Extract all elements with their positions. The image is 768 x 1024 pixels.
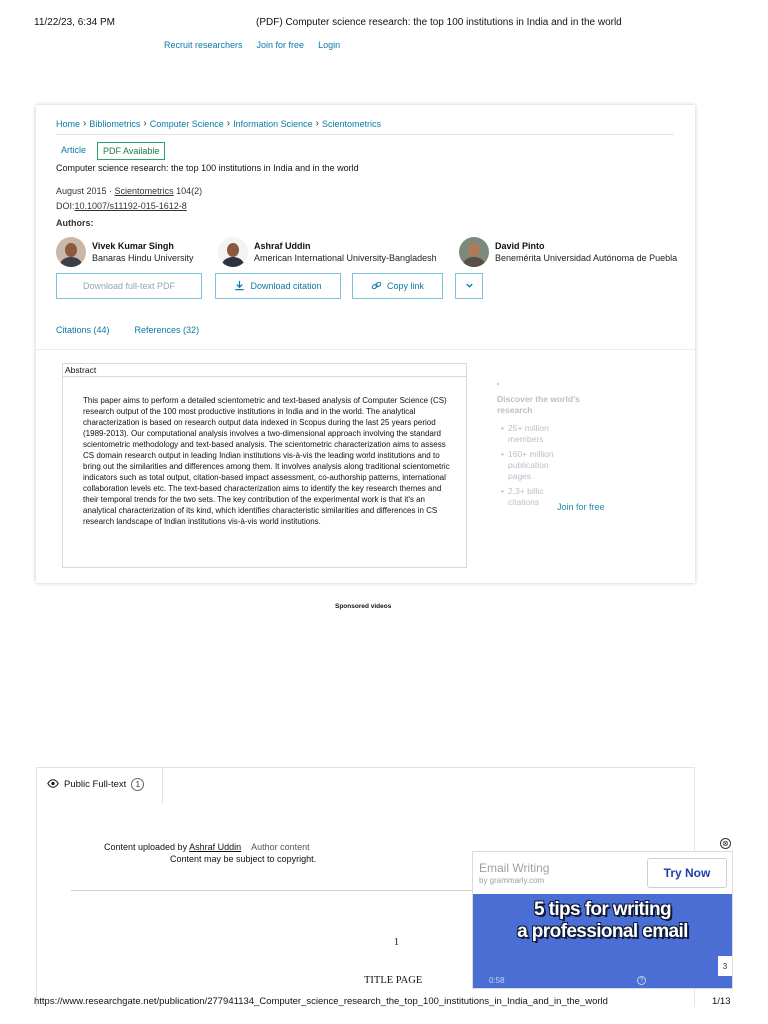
chevron-down-icon bbox=[464, 280, 475, 293]
tab-public-full-text[interactable] bbox=[47, 778, 144, 791]
publication-date: August 2015 · bbox=[56, 186, 115, 196]
ad-video[interactable] bbox=[473, 894, 732, 988]
breadcrumb-home[interactable]: Home bbox=[56, 118, 81, 129]
author-affiliation: Banaras Hindu University bbox=[92, 253, 194, 263]
divider bbox=[36, 349, 695, 350]
author-item[interactable] bbox=[56, 237, 194, 267]
ad-counter: 3 bbox=[718, 956, 732, 976]
recruit-researchers-link[interactable]: Recruit researchers bbox=[164, 40, 243, 50]
author-name[interactable]: David Pinto bbox=[495, 241, 545, 251]
join-for-free-sidebar-link[interactable]: Join for free bbox=[557, 502, 605, 512]
copyright-notice: Content may be subject to copyright. bbox=[170, 854, 317, 864]
ad-headline: 5 tips for writing bbox=[534, 899, 671, 920]
try-now-button[interactable]: Try Now bbox=[647, 858, 727, 888]
fulltext-count-badge: 1 bbox=[131, 778, 144, 791]
divider bbox=[497, 383, 499, 385]
chevron-right-icon: › bbox=[226, 118, 231, 129]
chevron-right-icon: › bbox=[143, 118, 147, 129]
download-full-text-button[interactable] bbox=[56, 273, 202, 299]
doi-link[interactable]: 10.1007/s11192-015-1612-8 bbox=[74, 201, 187, 211]
ad-source: by grammarly.com bbox=[479, 876, 545, 885]
author-item[interactable] bbox=[218, 237, 437, 267]
publication-card bbox=[36, 105, 695, 583]
authors-label: Authors: bbox=[56, 218, 94, 228]
pdf-title-page: TITLE PAGE bbox=[364, 975, 423, 986]
divider bbox=[56, 134, 674, 135]
ad-title: Email Writing bbox=[479, 861, 550, 875]
list-item: • 25+ million members bbox=[501, 423, 561, 444]
breadcrumb-computer-science[interactable]: Computer Science bbox=[149, 118, 224, 129]
sponsored-videos-label: Sponsored videos bbox=[335, 603, 392, 610]
breadcrumb bbox=[56, 118, 381, 129]
discover-title: Discover the world's research bbox=[497, 394, 580, 415]
doi-label: DOI: bbox=[56, 201, 75, 211]
author-content-label: Author content bbox=[251, 842, 310, 852]
abstract-text: This paper aims to perform a detailed scientometric and text-based analysis of Computer Science (CS) research output of the 100 most productive institutions in India and in the world. The analytical characterization is based on research output data indexed in Scopus during the last 25 years period (1989-2013). Our computational analysis involves a two-dimensional approach involving the standard scientometric methodology and text-based analysis. The scientometric characterization aims to assess CS domain research output in leading Indian institutions vis-à-vis the leading world institutions and to bring out the similarities and differences among them. It involves analysis along traditional scientometric indicators such as total output, citation-based impact assessment, co-authorship patterns, international collaboration levels etc. The text-based characterization aims to identify the key research themes and their temporal trends for the two sets. The key contribution of the experimental work is that it's an analytical characterization of its kind, which identifies characteristic similarities and differences in CS research landscape of Indian institutions vis-à-vis world institutions. bbox=[83, 396, 450, 527]
ad-video-time: 0:58 bbox=[489, 976, 505, 985]
divider bbox=[162, 768, 163, 804]
print-page-number: 1/13 bbox=[712, 996, 731, 1007]
help-icon[interactable]: ? bbox=[637, 976, 646, 985]
print-url: https://www.researchgate.net/publication/277941134_Computer_science_research_the_top_100_institutions_in_India_and_in_the_world bbox=[34, 996, 608, 1007]
publication-tabs bbox=[56, 325, 199, 335]
ad-headline: a professional email bbox=[517, 921, 688, 942]
uploaded-prefix: Content uploaded by bbox=[104, 842, 190, 852]
video-ad[interactable] bbox=[472, 851, 733, 989]
avatar[interactable] bbox=[218, 237, 248, 267]
author-name[interactable]: Vivek Kumar Singh bbox=[92, 241, 174, 251]
print-datetime: 11/22/23, 6:34 PM bbox=[34, 17, 115, 28]
uploaded-by-line bbox=[104, 842, 310, 852]
abstract-heading: Abstract bbox=[63, 364, 466, 377]
journal-link[interactable]: Scientometrics bbox=[114, 186, 174, 196]
top-nav bbox=[164, 40, 340, 50]
tab-citations[interactable]: Citations (44) bbox=[56, 325, 110, 335]
eye-icon bbox=[47, 779, 59, 791]
divider bbox=[71, 890, 541, 891]
more-actions-button[interactable] bbox=[455, 273, 483, 299]
pdf-available-badge: PDF Available bbox=[97, 142, 165, 160]
login-link[interactable]: Login bbox=[318, 40, 341, 50]
ad-header bbox=[473, 852, 732, 894]
download-citation-label: Download citation bbox=[250, 281, 322, 291]
publication-date-journal bbox=[56, 186, 202, 196]
breadcrumb-scientometrics[interactable]: Scientometrics bbox=[322, 118, 382, 129]
chevron-right-icon: › bbox=[315, 118, 319, 129]
breadcrumb-information-science[interactable]: Information Science bbox=[233, 118, 313, 129]
link-icon bbox=[371, 280, 382, 293]
print-title: (PDF) Computer science research: the top 100 institutions in India and in the world bbox=[256, 17, 622, 28]
breadcrumb-bibliometrics[interactable]: Bibliometrics bbox=[89, 118, 141, 129]
list-item: • 160+ million publication pages bbox=[501, 449, 561, 481]
public-full-text-label: Public Full-text bbox=[64, 779, 127, 790]
download-icon bbox=[234, 280, 245, 293]
download-full-text-label: Download full-text PDF bbox=[82, 281, 176, 291]
close-icon[interactable]: ⊗ bbox=[720, 838, 731, 849]
tab-references[interactable]: References (32) bbox=[134, 325, 200, 335]
copy-link-button[interactable] bbox=[352, 273, 443, 299]
pdf-page-number: 1 bbox=[394, 937, 399, 948]
uploader-link[interactable]: Ashraf Uddin bbox=[189, 842, 242, 852]
download-citation-button[interactable] bbox=[215, 273, 341, 299]
article-type-badge: Article bbox=[61, 145, 87, 155]
join-for-free-link[interactable]: Join for free bbox=[256, 40, 305, 50]
avatar[interactable] bbox=[56, 237, 86, 267]
doi-line bbox=[56, 201, 187, 211]
author-item[interactable] bbox=[459, 237, 677, 267]
copy-link-label: Copy link bbox=[386, 281, 424, 291]
publication-badges bbox=[56, 142, 165, 160]
journal-volume: 104(2) bbox=[173, 186, 203, 196]
publication-title: Computer science research: the top 100 institutions in India and in the world bbox=[56, 163, 359, 173]
avatar[interactable] bbox=[459, 237, 489, 267]
list-item: • 2.3+ billic citations bbox=[501, 486, 561, 507]
abstract-box bbox=[62, 363, 467, 568]
chevron-right-icon: › bbox=[83, 118, 87, 129]
author-affiliation: Benemérita Universidad Autónoma de Puebla bbox=[495, 253, 678, 263]
author-affiliation: American International University-Bangladesh bbox=[254, 253, 437, 263]
author-name[interactable]: Ashraf Uddin bbox=[254, 241, 311, 251]
discover-stats bbox=[501, 423, 561, 512]
